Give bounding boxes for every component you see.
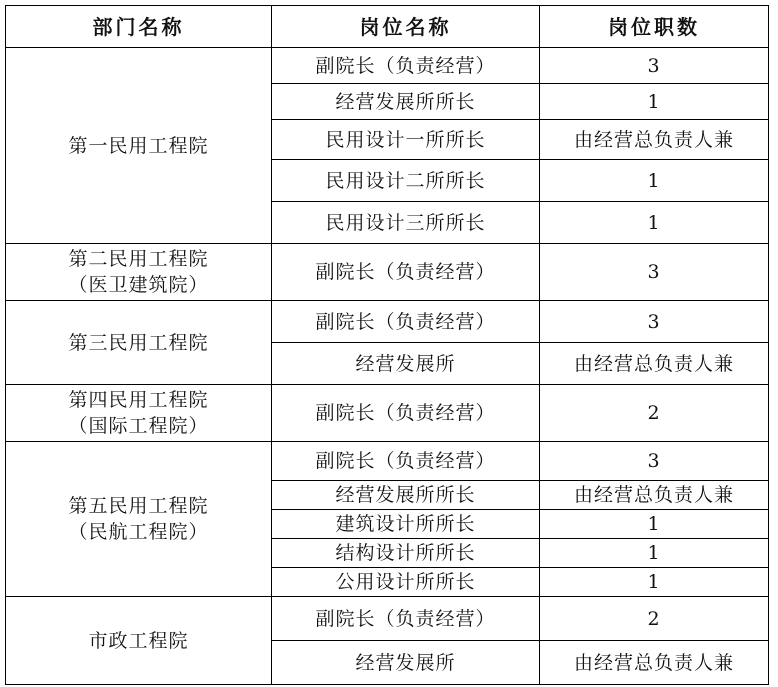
count-cell: 由经营总负责人兼 (540, 343, 769, 385)
count-cell: 由经营总负责人兼 (540, 641, 769, 685)
position-cell: 民用设计一所所长 (272, 120, 540, 160)
table-row (6, 244, 769, 301)
table-row (6, 597, 769, 641)
position-cell: 副院长（负责经营） (272, 597, 540, 641)
position-cell: 副院长（负责经营） (272, 244, 540, 301)
position-cell: 副院长（负责经营） (272, 301, 540, 343)
position-cell: 副院长（负责经营） (272, 48, 540, 84)
table-row (6, 48, 769, 84)
count-cell: 3 (540, 301, 769, 343)
position-cell: 民用设计二所所长 (272, 160, 540, 202)
dept-name-line: 第二民用工程院 (68, 248, 209, 270)
dept-name-line: 第五民用工程院 (68, 495, 209, 517)
position-cell: 副院长（负责经营） (272, 385, 540, 442)
position-cell: 经营发展所 (272, 641, 540, 685)
table-row (6, 385, 769, 442)
count-cell: 1 (540, 568, 769, 597)
dept-name-subline: （国际工程院） (68, 415, 209, 437)
dept-name-line: 第三民用工程院 (68, 331, 209, 354)
table-row (6, 442, 769, 481)
position-cell: 公用设计所所长 (272, 568, 540, 597)
count-cell: 3 (540, 48, 769, 84)
dept-cell (6, 48, 272, 244)
dept-cell (6, 385, 272, 442)
count-cell: 1 (540, 160, 769, 202)
count-cell: 2 (540, 597, 769, 641)
position-cell: 结构设计所所长 (272, 539, 540, 568)
header-dept: 部门名称 (6, 6, 272, 48)
count-cell: 由经营总负责人兼 (540, 481, 769, 510)
position-cell: 民用设计三所所长 (272, 202, 540, 244)
dept-name-subline: （民航工程院） (68, 521, 209, 543)
header-row (6, 6, 769, 48)
position-cell: 经营发展所所长 (272, 481, 540, 510)
dept-cell (6, 597, 272, 685)
count-cell: 1 (540, 539, 769, 568)
position-cell: 建筑设计所所长 (272, 510, 540, 539)
dept-name-line: 市政工程院 (88, 629, 189, 652)
count-cell: 1 (540, 202, 769, 244)
position-table (5, 5, 769, 685)
dept-name-subline: （医卫建筑院） (68, 274, 209, 296)
header-position: 岗位名称 (272, 6, 540, 48)
dept-cell (6, 301, 272, 385)
count-cell: 由经营总负责人兼 (540, 120, 769, 160)
position-cell: 副院长（负责经营） (272, 442, 540, 481)
dept-name-line: 第四民用工程院 (68, 389, 209, 411)
dept-name-line: 第一民用工程院 (68, 134, 209, 157)
count-cell: 2 (540, 385, 769, 442)
count-cell: 1 (540, 510, 769, 539)
table-row (6, 301, 769, 343)
dept-cell (6, 442, 272, 597)
count-cell: 1 (540, 84, 769, 120)
header-count: 岗位职数 (540, 6, 769, 48)
dept-cell (6, 244, 272, 301)
count-cell: 3 (540, 442, 769, 481)
count-cell: 3 (540, 244, 769, 301)
position-cell: 经营发展所 (272, 343, 540, 385)
position-cell: 经营发展所所长 (272, 84, 540, 120)
